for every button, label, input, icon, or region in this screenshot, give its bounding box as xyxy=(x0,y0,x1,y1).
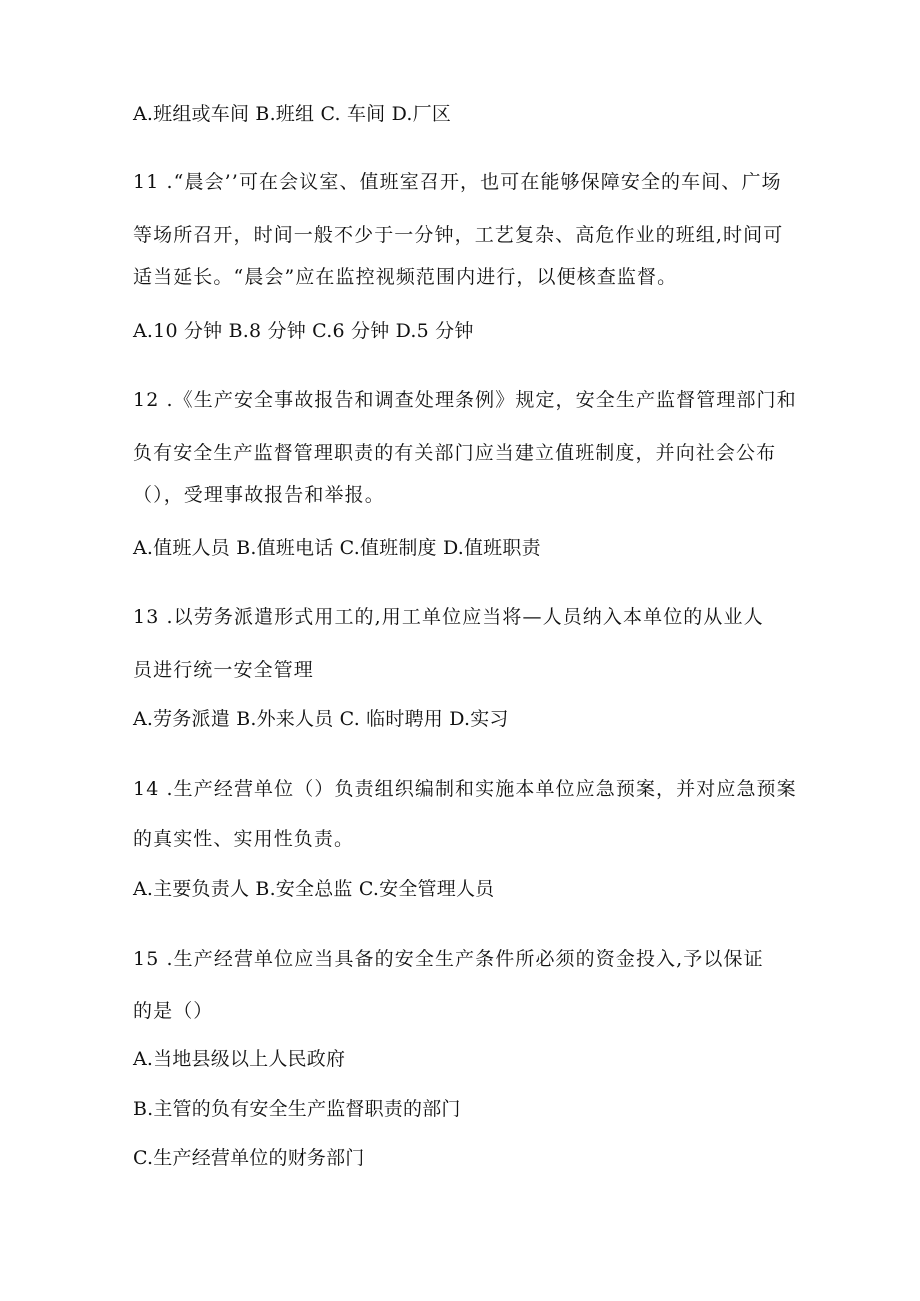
q12-text-line-3: （），受理事故报告和举报。 xyxy=(133,484,385,506)
q15-option-b: B.主管的负有安全生产监督职责的部门 xyxy=(133,1098,461,1120)
q13-options: A.劳务派遣 B.外来人员 C. 临时聘用 D.实习 xyxy=(133,708,509,730)
q11-text-line-2: 等场所召开，时间一般不少于一分钟，工艺复杂、高危作业的班组,时间可 xyxy=(133,224,784,246)
q14-text-line-1: 14 .生产经营单位（）负责组织编制和实施本单位应急预案，并对应急预案 xyxy=(133,778,797,800)
q13-text-line-1: 13 .以劳务派遣形式用工的,用工单位应当将—人员纳入本单位的从业人 xyxy=(133,606,764,628)
q11-text-line-1: 11 .“晨会’’可在会议室、值班室召开，也可在能够保障安全的车间、广场 xyxy=(133,171,782,193)
q11-text-line-3: 适当延长。“晨会”应在监控视频范围内进行，以便核查监督。 xyxy=(133,266,678,288)
q15-text-line-1: 15 .生产经营单位应当具备的安全生产条件所必须的资金投入,予以保证 xyxy=(133,948,764,970)
q10-options: A.班组或车间 B.班组 C. 车间 D.厂区 xyxy=(133,103,452,125)
q11-options: A.10 分钟 B.8 分钟 C.6 分钟 D.5 分钟 xyxy=(133,320,474,342)
q15-option-c: C.生产经营单位的财务部门 xyxy=(133,1147,365,1169)
q15-option-a: A.当地县级以上人民政府 xyxy=(133,1048,346,1070)
q14-options: A.主要负责人 B.安全总监 C.安全管理人员 xyxy=(133,878,495,900)
q13-text-line-2: 员进行统一安全管理 xyxy=(133,659,314,681)
q12-options: A.值班人员 B.值班电话 C.值班制度 D.值班职责 xyxy=(133,537,541,559)
q12-text-line-1: 12 .《生产安全事故报告和调查处理条例》规定，安全生产监督管理部门和 xyxy=(133,389,797,411)
q12-text-line-2: 负有安全生产监督管理职责的有关部门应当建立值班制度，并向社会公布 xyxy=(133,442,777,464)
q14-text-line-2: 的真实性、实用性负责。 xyxy=(133,828,355,850)
q15-text-line-2: 的是（） xyxy=(133,1000,214,1022)
